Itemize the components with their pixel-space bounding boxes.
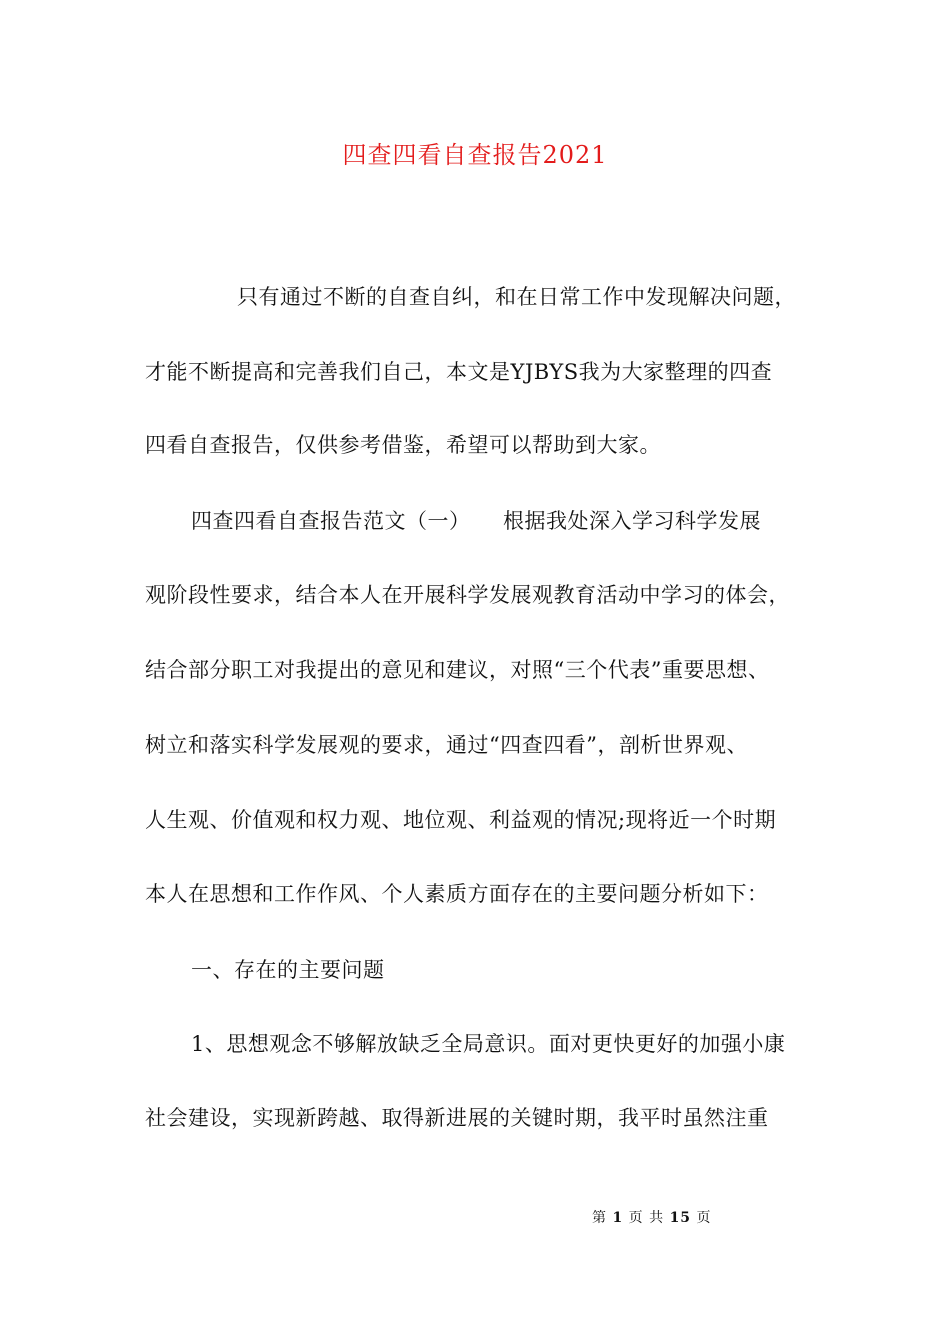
paragraph-line: 本人在思想和工作作风、个人素质方面存在的主要问题分析如下： bbox=[145, 882, 769, 906]
footer-total-pages: 15 bbox=[669, 1210, 692, 1226]
paragraph-line: 1、思想观念不够解放缺乏全局意识。面对更快更好的加强小康 bbox=[191, 1032, 786, 1056]
page-footer bbox=[592, 1208, 712, 1228]
section-heading: 一、存在的主要问题 bbox=[191, 958, 385, 982]
paragraph-line: 才能不断提高和完善我们自己，本文是YJBYS我为大家整理的四查 bbox=[145, 360, 773, 384]
footer-suffix: 页 bbox=[696, 1210, 712, 1226]
paragraph-line: 四看自查报告，仅供参考借鉴，希望可以帮助到大家。 bbox=[145, 433, 661, 457]
paragraph-line: 结合部分职工对我提出的意见和建议，对照“三个代表”重要思想、 bbox=[145, 658, 770, 682]
footer-middle: 页 共 bbox=[628, 1210, 665, 1226]
document-title: 四查四看自查报告2021 bbox=[342, 141, 608, 169]
paragraph-line: 树立和落实科学发展观的要求，通过“四查四看”，剖析世界观、 bbox=[145, 733, 748, 757]
paragraph-line: 观阶段性要求，结合本人在开展科学发展观教育活动中学习的体会， bbox=[145, 583, 790, 607]
footer-page-number: 1 bbox=[612, 1210, 624, 1226]
paragraph-line: 社会建设，实现新跨越、取得新进展的关键时期，我平时虽然注重 bbox=[145, 1106, 769, 1130]
footer-prefix: 第 bbox=[592, 1210, 607, 1226]
paragraph-line: 四查四看自查报告范文（一） 根据我处深入学习科学发展 bbox=[191, 509, 761, 533]
paragraph-line: 人生观、价值观和权力观、地位观、利益观的情况;现将近一个时期 bbox=[145, 808, 777, 832]
paragraph-line: 只有通过不断的自查自纠，和在日常工作中发现解决问题， bbox=[237, 285, 796, 309]
